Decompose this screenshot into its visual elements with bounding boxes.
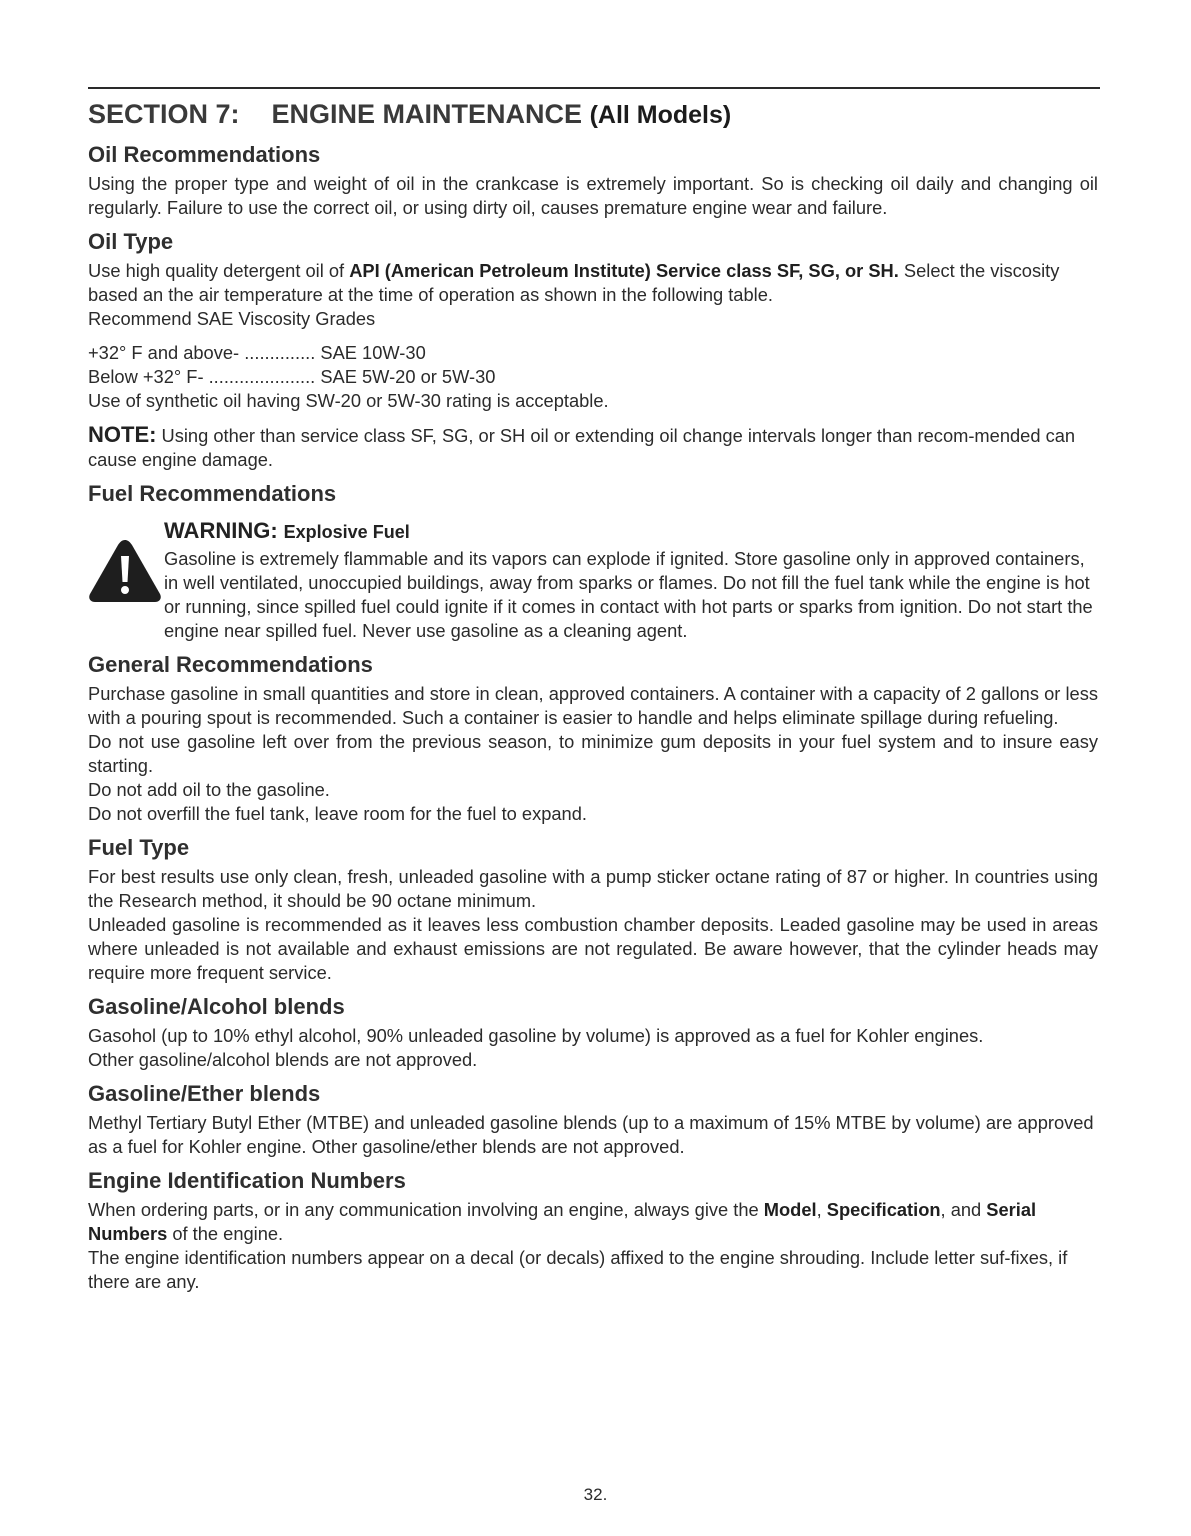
ether-blends-heading: Gasoline/Ether blends	[88, 1081, 321, 1106]
fuel-recommendations-heading: Fuel Recommendations	[88, 481, 337, 506]
engine-id-p1-end: of the engine.	[167, 1223, 284, 1244]
fuel-type-p1: For best results use only clean, fresh, unleaded gasoline with a pump sticker octane rating of 87 or higher. In countries using the Research method, it should be 90 octane minimum.	[88, 866, 1098, 911]
api-service-class: API (American Petroleum Institute) Service class SF, SG, or SH.	[349, 260, 899, 281]
viscosity-row-above: +32° F and above- .............. SAE 10W-30	[88, 342, 426, 363]
engine-id-specification: Specification	[826, 1199, 941, 1220]
general-recommendations-p1: Purchase gasoline in small quantities and store in clean, approved containers. A container with a capacity of 2 gallons or less with a pouring spout is recommended. Such a container is easier to handle and helps eliminate spillage during refueling.	[88, 683, 1098, 728]
oil-recommendations-heading: Oil Recommendations	[88, 142, 321, 167]
alcohol-blends-heading: Gasoline/Alcohol blends	[88, 994, 345, 1019]
page-content	[88, 96, 1098, 1294]
viscosity-grades-label: Recommend SAE Viscosity Grades	[88, 308, 376, 329]
note-label: NOTE:	[88, 422, 157, 447]
engine-id-p2: The engine identification numbers appear on a decal (or decals) affixed to the engine shrouding. Include letter suf-fixes, if there are any.	[88, 1247, 1068, 1292]
warning-box	[88, 516, 1098, 643]
engine-id-p1-start: When ordering parts, or in any communication involving an engine, always give the	[88, 1199, 764, 1220]
oil-type-intro-end: Select the viscosity based an the air temperature at the time of operation as shown in the following table.	[88, 260, 1060, 305]
general-recommendations-p4: Do not overfill the fuel tank, leave room for the fuel to expand.	[88, 803, 587, 824]
engine-id-comma: ,	[816, 1199, 827, 1220]
engine-id-p1	[88, 1198, 1098, 1246]
page-number: 32.	[583, 1485, 608, 1504]
engine-id-heading: Engine Identification Numbers	[88, 1168, 406, 1193]
oil-recommendations-text: Using the proper type and weight of oil in the crankcase is extremely important. So is checking oil daily and changing oil regularly. Failure to use the correct oil, or using dirty oil, causes premature engine wear and failure.	[88, 173, 1098, 218]
alcohol-blends-p2: Other gasoline/alcohol blends are not approved.	[88, 1049, 478, 1070]
oil-type-intro-start: Use high quality detergent oil of	[88, 260, 350, 281]
ether-blends-p1: Methyl Tertiary Butyl Ether (MTBE) and unleaded gasoline blends (up to a maximum of 15% MTBE by volume) are approved as a fuel for Kohler engine. Other gasoline/ether blends are not approved.	[88, 1112, 1094, 1157]
warning-heading	[164, 516, 1098, 547]
general-recommendations-p3: Do not add oil to the gasoline.	[88, 779, 330, 800]
general-recommendations-heading: General Recommendations	[88, 652, 373, 677]
warning-subject: Explosive Fuel	[283, 522, 410, 542]
section-name: ENGINE MAINTENANCE	[271, 99, 583, 129]
alcohol-blends-p1: Gasohol (up to 10% ethyl alcohol, 90% unleaded gasoline by volume) is approved as a fuel for Kohler engines.	[88, 1025, 984, 1046]
fuel-type-heading: Fuel Type	[88, 835, 190, 860]
engine-id-model: Model	[763, 1199, 817, 1220]
section-number: SECTION 7:	[88, 99, 240, 129]
fuel-type-p2: Unleaded gasoline is recommended as it leaves less combustion chamber deposits. Leaded gasoline may be used in areas where unleaded is not available and exhaust emissions are not regulated. Be aware however, that the cylinder heads may require more frequent service.	[88, 914, 1098, 983]
warning-triangle-icon	[88, 538, 162, 604]
viscosity-row-below: Below +32° F- ..................... SAE 5W-20 or 5W-30	[88, 366, 496, 387]
oil-type-heading: Oil Type	[88, 229, 174, 254]
engine-id-and: , and	[940, 1199, 987, 1220]
oil-type-intro	[88, 259, 1098, 307]
header-rule	[88, 87, 1100, 89]
section-title	[88, 96, 1098, 133]
warning-text: Gasoline is extremely flammable and its vapors can explode if ignited. Store gasoline only in approved containers, in well ventilated, unoccupied buildings, away from sparks or flames. Do not fill the fuel tank while the engine is hot or running, since spilled fuel could ignite if it comes in contact with hot parts or sparks from ignition. Do not start the engine near spilled fuel. Never use gasoline as a cleaning agent.	[164, 548, 1093, 641]
note-paragraph	[88, 423, 1098, 472]
warning-label: WARNING:	[164, 518, 278, 543]
synthetic-oil-note: Use of synthetic oil having SW-20 or 5W-30 rating is acceptable.	[88, 390, 609, 411]
section-models: (All Models)	[589, 101, 732, 129]
note-text: Using other than service class SF, SG, or SH oil or extending oil change intervals longer than recom-mended can cause engine damage.	[88, 425, 1076, 470]
engine-id-serial: Serial Numbers	[88, 1199, 1037, 1244]
general-recommendations-p2: Do not use gasoline left over from the previous season, to minimize gum deposits in your fuel system and to insure easy starting.	[88, 731, 1098, 776]
